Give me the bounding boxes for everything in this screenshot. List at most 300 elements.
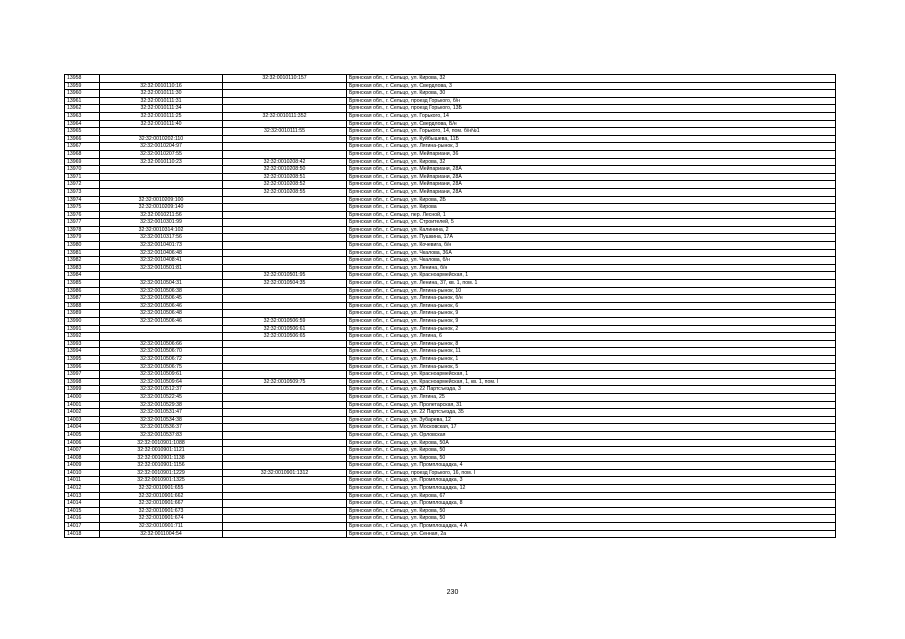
address-cell: Брянская обл., г. Сельцо, ул. Красноармейская, 1, кв. 1, пом. I [347,378,836,386]
row-number-cell: 13961 [65,97,100,105]
premises-cadastral-number-cell [223,219,347,227]
address-cell: Брянская обл., г. Сельцо, ул. Пушкина, 17А [347,234,836,242]
address-cell: Брянская обл., г. Сельцо, ул. Пролетарская, 31 [347,401,836,409]
row-number-cell: 13975 [65,204,100,212]
cadastral-number-cell: 32:32:0010110:23 [100,158,223,166]
cadastral-number-cell: 32:32:0010204:97 [100,143,223,151]
address-cell: Брянская обл., г. Сельцо, ул. Строителей, 5 [347,219,836,227]
row-number-cell: 13963 [65,112,100,120]
address-cell: Брянская обл., г. Сельцо, ул. Промплощадка, 4 [347,462,836,470]
premises-cadastral-number-cell [223,105,347,113]
premises-cadastral-number-cell: 32:32:0010208:55 [223,188,347,196]
row-number-cell: 13971 [65,173,100,181]
row-number-cell: 13958 [65,75,100,83]
table-row [65,401,836,409]
row-number-cell: 13986 [65,287,100,295]
address-cell: Брянская обл., г. Сельцо, ул. Кирова, 50 [347,515,836,523]
cadastral-number-cell: 32:32:0010506:70 [100,348,223,356]
row-number-cell: 13959 [65,82,100,90]
row-number-cell: 13977 [65,219,100,227]
row-number-cell: 14011 [65,477,100,485]
address-cell: Брянская обл., г. Сельцо, ул. Кирова, 50А [347,439,836,447]
cadastral-number-cell: 32:32:0010901:711 [100,523,223,531]
row-number-cell: 13998 [65,378,100,386]
cadastral-number-cell: 32:32:0010314:102 [100,226,223,234]
cadastral-number-cell: 32:32:0010506:72 [100,355,223,363]
premises-cadastral-number-cell [223,242,347,250]
cadastral-number-cell: 32:32:0010901:662 [100,492,223,500]
premises-cadastral-number-cell: 32:32:0010506:61 [223,325,347,333]
table-row [65,120,836,128]
property-registry-table [64,74,836,538]
address-cell: Брянская обл., г. Сельцо, ул. Зубарева, 12 [347,416,836,424]
premises-cadastral-number-cell [223,492,347,500]
address-cell: Брянская обл., г. Сельцо, ул. Мейпариани, 36 [347,150,836,158]
cadastral-number-cell: 32:32:0010901:667 [100,500,223,508]
cadastral-number-cell: 32:32:0010111:34 [100,105,223,113]
table-row [65,477,836,485]
premises-cadastral-number-cell [223,204,347,212]
table-row [65,257,836,265]
address-cell: Брянская обл., г. Сельцо, ул. Куйбышева, 11Б [347,135,836,143]
premises-cadastral-number-cell [223,143,347,151]
registry-table-body [65,75,836,538]
cadastral-number-cell: 32:32:0010506:66 [100,340,223,348]
row-number-cell: 13999 [65,386,100,394]
table-row [65,173,836,181]
table-row [65,507,836,515]
table-row [65,90,836,98]
row-number-cell: 14001 [65,401,100,409]
cadastral-number-cell [100,181,223,189]
address-cell: Брянская обл., г. Сельцо, ул. Промплощадка, 8 [347,500,836,508]
table-row [65,143,836,151]
cadastral-number-cell [100,188,223,196]
address-cell: Брянская обл., г. Сельцо, ул. Орловская [347,431,836,439]
address-cell: Брянская обл., г. Сельцо, ул. Кирова, 50 [347,507,836,515]
address-cell: Брянская обл., г. Сельцо, ул. Лягина, 25 [347,393,836,401]
premises-cadastral-number-cell [223,287,347,295]
row-number-cell: 13992 [65,333,100,341]
premises-cadastral-number-cell [223,477,347,485]
address-cell: Брянская обл., г. Сельцо, ул. Лягина-рынок, 1 [347,355,836,363]
address-cell: Брянская обл., г. Сельцо, ул. Лягина-рынок, 5 [347,363,836,371]
premises-cadastral-number-cell: 32:32:0010208:52 [223,181,347,189]
address-cell: Брянская обл., г. Сельцо, ул. Мейпариани, 28А [347,173,836,181]
table-row [65,485,836,493]
address-cell: Брянская обл., г. Сельцо, ул. Лягина-рынок, 3 [347,143,836,151]
table-row [65,196,836,204]
premises-cadastral-number-cell [223,82,347,90]
premises-cadastral-number-cell [223,90,347,98]
cadastral-number-cell: 32:32:0010501:81 [100,264,223,272]
premises-cadastral-number-cell [223,500,347,508]
row-number-cell: 14017 [65,523,100,531]
premises-cadastral-number-cell [223,386,347,394]
premises-cadastral-number-cell [223,97,347,105]
table-row [65,469,836,477]
table-row [65,181,836,189]
cadastral-number-cell [100,128,223,136]
cadastral-number-cell: 32:32:0010506:46 [100,302,223,310]
address-cell: Брянская обл., г. Сельцо, ул. Чкалова, 36А [347,249,836,257]
table-row [65,211,836,219]
cadastral-number-cell: 32:32:0010301:99 [100,219,223,227]
address-cell: Брянская обл., г. Сельцо, ул. Лягина-рынок, б/н [347,295,836,303]
cadastral-number-cell: 32:32:0010506:46 [100,318,223,326]
table-row [65,363,836,371]
address-cell: Брянская обл., г. Сельцо, проезд Горького, 16, пом. I [347,469,836,477]
page-number: 230 [446,589,459,596]
address-cell: Брянская обл., г. Сельцо, пер. Лесной, 1 [347,211,836,219]
premises-cadastral-number-cell [223,249,347,257]
cadastral-number-cell: 32:32:0010406:48 [100,249,223,257]
table-row [65,188,836,196]
table-row [65,264,836,272]
address-cell: Брянская обл., г. Сельцо, ул. Калинина, 2 [347,226,836,234]
row-number-cell: 13987 [65,295,100,303]
premises-cadastral-number-cell: 32:32:0010110:157 [223,75,347,83]
premises-cadastral-number-cell [223,355,347,363]
cadastral-number-cell: 32:32:0010536:37 [100,424,223,432]
table-row [65,302,836,310]
address-cell: Брянская обл., г. Сельцо, проезд Горького, 13Б [347,105,836,113]
row-number-cell: 14008 [65,454,100,462]
address-cell: Брянская обл., г. Сельцо, ул. Лягина-рынок, 10 [347,287,836,295]
address-cell: Брянская обл., г. Сельцо, ул. Кирова, 30 [347,90,836,98]
table-row [65,204,836,212]
cadastral-number-cell: 32:32:0010534:38 [100,416,223,424]
premises-cadastral-number-cell [223,340,347,348]
premises-cadastral-number-cell [223,348,347,356]
premises-cadastral-number-cell [223,416,347,424]
cadastral-number-cell: 32:32:0010901:1229 [100,469,223,477]
address-cell: Брянская обл., г. Сельцо, ул. Лягина-рынок, 2 [347,325,836,333]
cadastral-number-cell: 32:32:0010111:25 [100,112,223,120]
row-number-cell: 13964 [65,120,100,128]
address-cell: Брянская обл., г. Сельцо, ул. Свердлова, Б/н [347,120,836,128]
premises-cadastral-number-cell [223,485,347,493]
row-number-cell: 13991 [65,325,100,333]
cadastral-number-cell: 32:32:0010522:45 [100,393,223,401]
cadastral-number-cell: 32:32:0010901:674 [100,515,223,523]
row-number-cell: 14006 [65,439,100,447]
row-number-cell: 13962 [65,105,100,113]
row-number-cell: 14004 [65,424,100,432]
cadastral-number-cell: 32:32:0010207:55 [100,150,223,158]
cadastral-number-cell: 32:32:0010506:48 [100,310,223,318]
address-cell: Брянская обл., г. Сельцо, ул. Сенная, 2а [347,530,836,538]
premises-cadastral-number-cell [223,431,347,439]
table-row [65,226,836,234]
cadastral-number-cell: 32:32:0010531:47 [100,409,223,417]
row-number-cell: 14009 [65,462,100,470]
table-row [65,492,836,500]
address-cell: Брянская обл., г. Сельцо, ул. Промплощадка, 12 [347,485,836,493]
address-cell: Брянская обл., г. Сельцо, ул. Красноармейская, 1 [347,371,836,379]
row-number-cell: 13985 [65,280,100,288]
cadastral-number-cell: 32:32:0010504:31 [100,280,223,288]
row-number-cell: 13994 [65,348,100,356]
table-row [65,447,836,455]
table-row [65,242,836,250]
row-number-cell: 13974 [65,196,100,204]
row-number-cell: 14003 [65,416,100,424]
row-number-cell: 14013 [65,492,100,500]
row-number-cell: 13970 [65,166,100,174]
table-row [65,272,836,280]
table-row [65,234,836,242]
cadastral-number-cell: 32:32:0010111:30 [100,90,223,98]
table-row [65,462,836,470]
premises-cadastral-number-cell [223,211,347,219]
row-number-cell: 14002 [65,409,100,417]
premises-cadastral-number-cell [223,409,347,417]
table-row [65,424,836,432]
premises-cadastral-number-cell [223,454,347,462]
cadastral-number-cell: 32:32:0010509:61 [100,371,223,379]
row-number-cell: 13997 [65,371,100,379]
table-row [65,355,836,363]
row-number-cell: 14014 [65,500,100,508]
cadastral-number-cell [100,272,223,280]
address-cell: Брянская обл., г. Сельцо, ул. 22 Партсъезда, 35 [347,409,836,417]
table-row [65,310,836,318]
address-cell: Брянская обл., г. Сельцо, ул. Кирова, 32 [347,158,836,166]
row-number-cell: 13967 [65,143,100,151]
table-row [65,325,836,333]
row-number-cell: 13960 [65,90,100,98]
premises-cadastral-number-cell [223,507,347,515]
address-cell: Брянская обл., г. Сельцо, ул. Мейпариани, 28А [347,181,836,189]
premises-cadastral-number-cell [223,462,347,470]
cadastral-number-cell [100,333,223,341]
cadastral-number-cell [100,166,223,174]
premises-cadastral-number-cell: 32:32:0010506:65 [223,333,347,341]
table-row [65,500,836,508]
cadastral-number-cell: 32:32:0010506:75 [100,363,223,371]
address-cell: Брянская обл., г. Сельцо, ул. Лягина-рынок, 6 [347,302,836,310]
cadastral-number-cell [100,173,223,181]
premises-cadastral-number-cell [223,257,347,265]
row-number-cell: 13996 [65,363,100,371]
cadastral-number-cell: 32:32:0010202:110 [100,135,223,143]
address-cell: Брянская обл., г. Сельцо, ул. Кочевига, б/н [347,242,836,250]
table-row [65,280,836,288]
row-number-cell: 13978 [65,226,100,234]
cadastral-number-cell: 32:32:0010537:83 [100,431,223,439]
table-row [65,82,836,90]
address-cell: Брянская обл., г. Сельцо, ул. Лягина-рынок, 9 [347,310,836,318]
table-row [65,158,836,166]
row-number-cell: 13983 [65,264,100,272]
row-number-cell: 13995 [65,355,100,363]
address-cell: Брянская обл., г. Сельцо, ул. Кирова, 67 [347,492,836,500]
premises-cadastral-number-cell: 32:32:0010111:352 [223,112,347,120]
premises-cadastral-number-cell [223,371,347,379]
row-number-cell: 13984 [65,272,100,280]
premises-cadastral-number-cell [223,302,347,310]
table-row [65,409,836,417]
premises-cadastral-number-cell [223,120,347,128]
table-row [65,295,836,303]
premises-cadastral-number-cell: 32:32:0010111:55 [223,128,347,136]
row-number-cell: 14012 [65,485,100,493]
table-row [65,431,836,439]
row-number-cell: 13988 [65,302,100,310]
row-number-cell: 13969 [65,158,100,166]
table-row [65,135,836,143]
row-number-cell: 14016 [65,515,100,523]
premises-cadastral-number-cell [223,226,347,234]
table-row [65,333,836,341]
table-row [65,112,836,120]
cadastral-number-cell: 32:32:0010512:37 [100,386,223,394]
premises-cadastral-number-cell [223,150,347,158]
address-cell: Брянская обл., г. Сельцо, ул. Промплощадка, 4 А [347,523,836,531]
premises-cadastral-number-cell [223,393,347,401]
premises-cadastral-number-cell [223,234,347,242]
premises-cadastral-number-cell [223,523,347,531]
premises-cadastral-number-cell: 32:32:0010501:95 [223,272,347,280]
row-number-cell: 13976 [65,211,100,219]
address-cell: Брянская обл., г. Сельцо, ул. Лягина-рынок, 8 [347,340,836,348]
address-cell: Брянская обл., г. Сельцо, ул. Чкалова, б/н [347,257,836,265]
row-number-cell: 14000 [65,393,100,401]
row-number-cell: 13968 [65,150,100,158]
table-row [65,386,836,394]
table-row [65,105,836,113]
row-number-cell: 13972 [65,181,100,189]
table-row [65,128,836,136]
cadastral-number-cell: 32:32:0010110:16 [100,82,223,90]
premises-cadastral-number-cell [223,515,347,523]
premises-cadastral-number-cell: 32:32:0010208:50 [223,166,347,174]
cadastral-number-cell: 32:32:0010111:40 [100,120,223,128]
cadastral-number-cell: 32:32:0010408:41 [100,257,223,265]
address-cell: Брянская обл., г. Сельцо, ул. Промплощадка, 3 [347,477,836,485]
table-row [65,439,836,447]
cadastral-number-cell: 32:32:0010901:1121 [100,447,223,455]
address-cell: Брянская обл., г. Сельцо, ул. Ленина, 37, кв. 1, пом. 1 [347,280,836,288]
table-row [65,97,836,105]
table-row [65,150,836,158]
address-cell: Брянская обл., г. Сельцо, ул. Мейпариани, 28А [347,188,836,196]
table-row [65,523,836,531]
row-number-cell: 13982 [65,257,100,265]
cadastral-number-cell: 32:32:0010529:38 [100,401,223,409]
premises-cadastral-number-cell: 32:32:0010208:42 [223,158,347,166]
premises-cadastral-number-cell [223,530,347,538]
row-number-cell: 14005 [65,431,100,439]
cadastral-number-cell: 32:32:0010506:45 [100,295,223,303]
premises-cadastral-number-cell [223,401,347,409]
premises-cadastral-number-cell [223,196,347,204]
cadastral-number-cell: 32:32:0010901:1156 [100,462,223,470]
premises-cadastral-number-cell [223,363,347,371]
cadastral-number-cell: 32:32:0010111:31 [100,97,223,105]
table-row [65,249,836,257]
address-cell: Брянская обл., г. Сельцо, ул. Лягина-рынок, 9 [347,318,836,326]
premises-cadastral-number-cell [223,424,347,432]
cadastral-number-cell: 32:32:0010901:1088 [100,439,223,447]
cadastral-number-cell: 32:32:0010509:64 [100,378,223,386]
cadastral-number-cell: 32:32:0010401:73 [100,242,223,250]
address-cell: Брянская обл., г. Сельцо, ул. Красноармейская, 1 [347,272,836,280]
cadastral-number-cell: 32:32:0010901:655 [100,485,223,493]
address-cell: Брянская обл., г. Сельцо, ул. Кирова, 50 [347,447,836,455]
row-number-cell: 13980 [65,242,100,250]
table-row [65,318,836,326]
table-row [65,393,836,401]
address-cell: Брянская обл., г. Сельцо, ул. Московская, 17 [347,424,836,432]
table-row [65,75,836,83]
address-cell: Брянская обл., г. Сельцо, ул. Ленина, б/н [347,264,836,272]
table-row [65,530,836,538]
premises-cadastral-number-cell [223,135,347,143]
row-number-cell: 14007 [65,447,100,455]
address-cell: Брянская обл., г. Сельцо, ул. 22 Партсъезда, 3 [347,386,836,394]
table-row [65,287,836,295]
address-cell: Брянская обл., г. Сельцо, ул. Свердлова, 3 [347,82,836,90]
premises-cadastral-number-cell [223,439,347,447]
cadastral-number-cell: 32:32:0011004:54 [100,530,223,538]
cadastral-number-cell [100,75,223,83]
row-number-cell: 14015 [65,507,100,515]
premises-cadastral-number-cell: 32:32:0010208:51 [223,173,347,181]
cadastral-number-cell: 32:32:0010901:1325 [100,477,223,485]
row-number-cell: 13990 [65,318,100,326]
cadastral-number-cell: 32:32:0010209:100 [100,196,223,204]
cadastral-number-cell: 32:32:0010209:140 [100,204,223,212]
address-cell: Брянская обл., г. Сельцо, ул. Горького, 14, пом. б/н№1 [347,128,836,136]
table-row [65,371,836,379]
cadastral-number-cell: 32:32:0010506:38 [100,287,223,295]
table-row [65,515,836,523]
row-number-cell: 13965 [65,128,100,136]
premises-cadastral-number-cell [223,310,347,318]
premises-cadastral-number-cell: 32:32:0010504:35 [223,280,347,288]
table-row [65,348,836,356]
cadastral-number-cell [100,325,223,333]
premises-cadastral-number-cell: 32:32:0010506:59 [223,318,347,326]
address-cell: Брянская обл., г. Сельцо, ул. Кирова [347,204,836,212]
row-number-cell: 14018 [65,530,100,538]
cadastral-number-cell: 32:32:0010211:56 [100,211,223,219]
row-number-cell: 14010 [65,469,100,477]
row-number-cell: 13981 [65,249,100,257]
address-cell: Брянская обл., г. Сельцо, ул. Лягина-рынок, 11 [347,348,836,356]
premises-cadastral-number-cell [223,264,347,272]
address-cell: Брянская обл., г. Сельцо, проезд Горького, б/н [347,97,836,105]
table-row [65,378,836,386]
table-row [65,219,836,227]
address-cell: Брянская обл., г. Сельцо, ул. Горького, 14 [347,112,836,120]
table-row [65,416,836,424]
premises-cadastral-number-cell [223,447,347,455]
row-number-cell: 13966 [65,135,100,143]
address-cell: Брянская обл., г. Сельцо, ул. Кирова, 32 [347,75,836,83]
row-number-cell: 13993 [65,340,100,348]
address-cell: Брянская обл., г. Сельцо, ул. Кирова, 2Б [347,196,836,204]
premises-cadastral-number-cell [223,295,347,303]
cadastral-number-cell: 32:32:0010901:673 [100,507,223,515]
premises-cadastral-number-cell: 32:32:0010901:1312 [223,469,347,477]
table-row [65,166,836,174]
row-number-cell: 13989 [65,310,100,318]
table-row [65,454,836,462]
cadastral-number-cell: 32:32:0010901:1138 [100,454,223,462]
